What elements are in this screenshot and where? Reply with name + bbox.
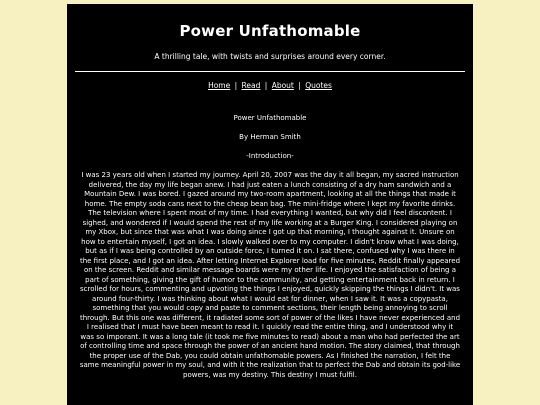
nav-link-read[interactable]: Read: [241, 81, 261, 90]
nav-link-about[interactable]: About: [271, 81, 294, 90]
main-nav: [67, 81, 473, 90]
story-author: By Herman Smith: [239, 133, 301, 141]
section-heading: -Introduction-: [246, 152, 294, 160]
nav-separator: |: [234, 81, 238, 90]
nav-link-home[interactable]: Home: [208, 81, 231, 90]
site-title: Power Unfathomable: [179, 22, 361, 40]
site-tagline: A thrilling tale, with twists and surprises around every corner.: [154, 52, 386, 61]
header-divider: [75, 71, 465, 72]
story-body: I was 23 years old when I started my journey. April 20, 2007 was the day it all began, my sacred instruction delivered, the day my life began anew. I had just eaten a lunch consisting of a dry ham sandwich and a Mountain Dew. I was bored. I gazed around my two-room apartment, looking at all the things that made it home. The empty soda cans next to the cheap bean bag. The mini-fridge where I kept my favorite drinks. The television where I spent most of my time. I had everything I wanted, but why did I feel discontent. I sighed, and wondered if I would spend the rest of my life working at a Burger King. I considered playing on my Xbox, but since that was what I was doing since I got up that morning, I thought against it. Unsure on how to entertain myself, I got an idea. I slowly walked over to my computer. I didn't know what I was doing, but as if I was being controlled by an outside force, I turned it on. I sat there, confused why I was there in the first place, and I got an idea. After letting Internet Explorer load for five minutes, Reddit finally appeared on the screen. Reddit and similar message boards were my other life. I enjoyed the satisfaction of being a part of something, giving the gift of humor to the community, and getting entertainment back in return. I scrolled for hours, commenting and upvoting the things I enjoyed, quickly skipping the things I didn't. It was around four-thirty. I was thinking about what I would eat for dinner, when I saw it. It was a copypasta, something that you would copy and paste to comment sections, their length being annoying to scroll through. But this one was different, it radiated some sort of power of the likes I have never experienced and I realised that I must have been meant to read it. I quickly read the entire thing, and I understood why it was so imporant. It was a long tale (it took me five minutes to read) about a man who had perfected the art of controlling time and space through the power of an ancient hand motion. The story claimed, that through the proper use of the Dab, you could obtain unfathomable powers. As I finished the narration, I felt the same meaningful power in my soul, and with it the realization that to perfect the Dab and obtain its god-like powers, was my destiny. This destiny I must fulfil.: [79, 171, 461, 379]
nav-link-quotes[interactable]: Quotes: [305, 81, 332, 90]
nav-separator: |: [264, 81, 268, 90]
story-content: [67, 114, 473, 380]
story-title: Power Unfathomable: [233, 114, 307, 122]
page-container: [67, 4, 473, 405]
nav-separator: |: [298, 81, 301, 90]
